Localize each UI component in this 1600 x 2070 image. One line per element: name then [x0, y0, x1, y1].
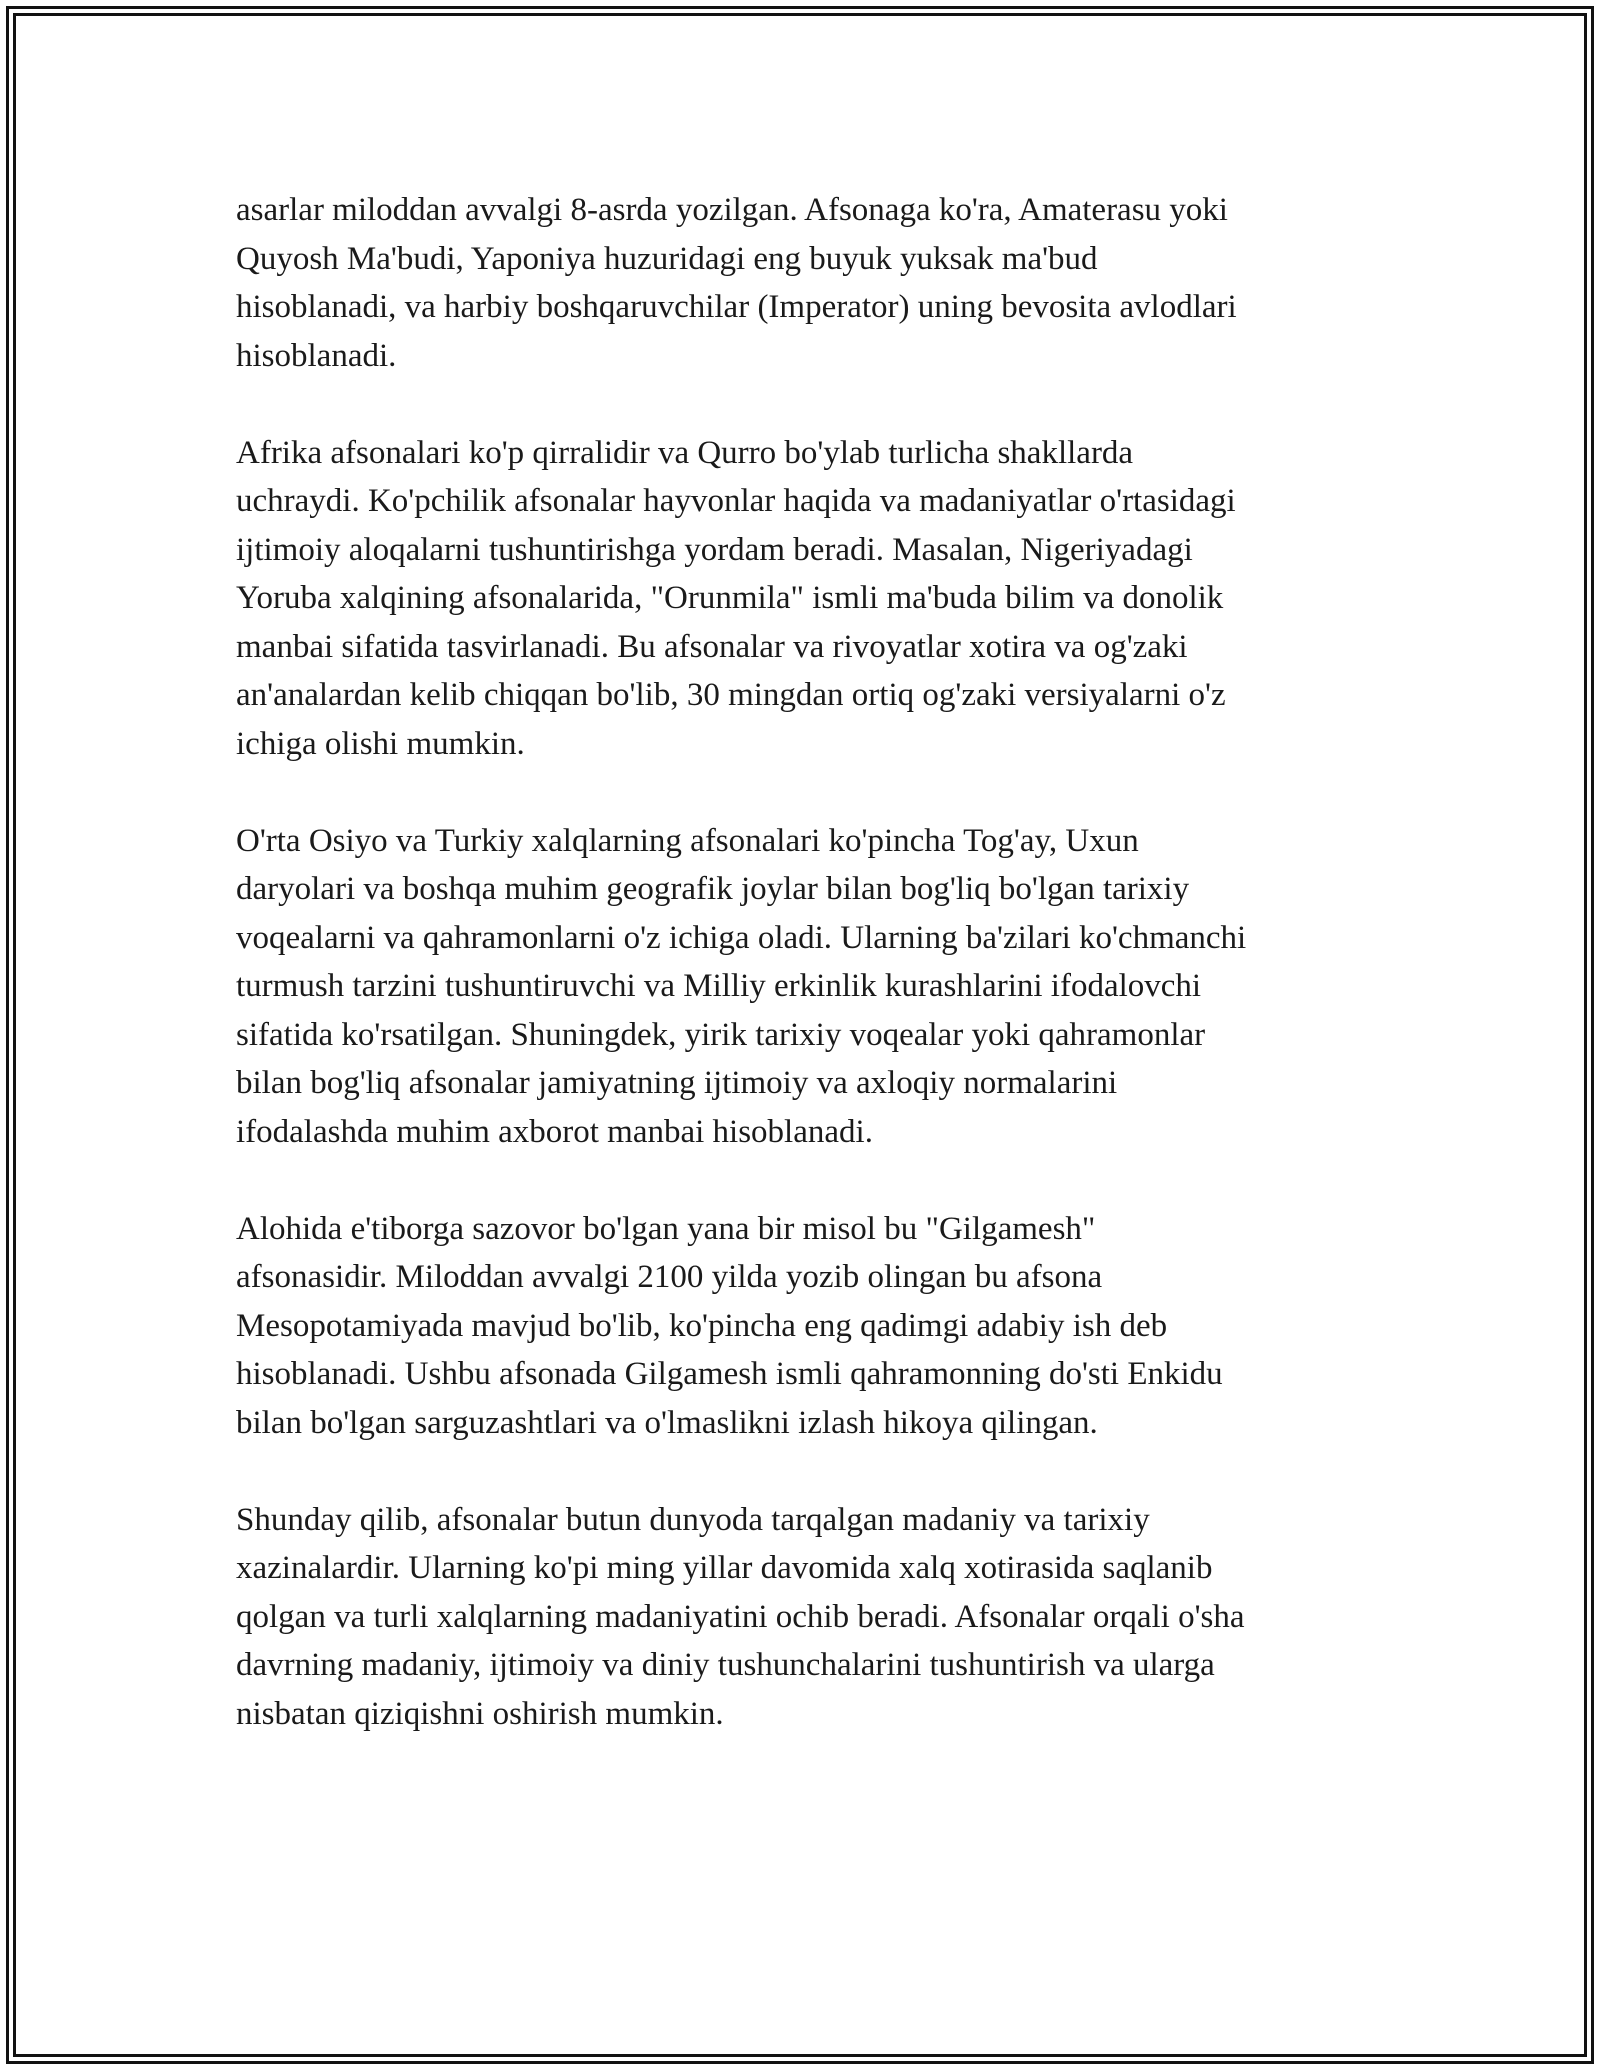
text-line: O'rta Osiyo va Turkiy xalqlarning afsonalari ko'pincha Tog'ay, Uxun [236, 822, 1139, 859]
text-line: xazinalardir. Ularning ko'pi ming yillar davomida xalq xotirasida saqlanib [236, 1550, 1213, 1586]
text-line: ifodalashda muhim axborot manbai hisoblanadi. [236, 1113, 873, 1150]
text-line: qolgan va turli xalqlarning madaniyatini ochib beradi. Afsonalar orqali o'sha [236, 1598, 1245, 1635]
text-line: voqealarni va qahramonlarni o'z ichiga oladi. Ularning ba'zilari ko'chmanchi [236, 919, 1247, 956]
paragraph-gilgamesh [236, 1205, 1376, 1448]
text-line: manbai sifatida tasvirlanadi. Bu afsonalar va rivoyatlar xotira va og'zaki [236, 628, 1188, 665]
text-line: hisoblanadi. Ushbu afsonada Gilgamesh ismli qahramonning do'sti Enkidu [236, 1356, 1223, 1392]
text-line: hisoblanadi, va harbiy boshqaruvchilar (Imperator) uning bevosita avlodlari [236, 289, 1237, 325]
text-line: uchraydi. Ko'pchilik afsonalar hayvonlar haqida va madaniyatlar o'rtasidagi [236, 483, 1236, 519]
text-line: Shunday qilib, afsonalar butun dunyoda tarqalgan madaniy va tarixiy [236, 1501, 1150, 1538]
document-body [236, 186, 1376, 1787]
paragraph-central-asian-myths [236, 817, 1376, 1157]
text-line: daryolari va boshqa muhim geografik joylar bilan bog'liq bo'lgan tarixiy [236, 871, 1190, 907]
paragraph-african-myths [236, 429, 1376, 769]
text-line: Mesopotamiyada mavjud bo'lib, ko'pincha eng qadimgi adabiy ish deb [236, 1307, 1168, 1344]
text-line: turmush tarzini tushuntiruvchi va Milliy erkinlik kurashlarini ifodalovchi [236, 968, 1202, 1004]
text-line: ichiga olishi mumkin. [236, 725, 525, 762]
text-line: Quyosh Ma'budi, Yaponiya huzuridagi eng buyuk yuksak ma'bud [236, 240, 1098, 277]
text-line: Alohida e'tiborga sazovor bo'lgan yana bir misol bu "Gilgamesh" [236, 1210, 1096, 1247]
text-line: bilan bog'liq afsonalar jamiyatning ijtimoiy va axloqiy normalarini [236, 1065, 1118, 1101]
text-line: an'analardan kelib chiqqan bo'lib, 30 mingdan ortiq og'zaki versiyalarni o'z [236, 677, 1226, 713]
paragraph-conclusion [236, 1496, 1376, 1739]
text-line: asarlar miloddan avvalgi 8-asrda yozilgan. Afsonaga ko'ra, Amaterasu yoki [236, 192, 1228, 228]
text-line: davrning madaniy, ijtimoiy va diniy tushunchalarini tushuntirish va ularga [236, 1647, 1215, 1683]
text-line: Afrika afsonalari ko'p qirralidir va Qurro bo'ylab turlicha shakllarda [236, 434, 1134, 471]
text-line: nisbatan qiziqishni oshirish mumkin. [236, 1695, 724, 1732]
text-line: sifatida ko'rsatilgan. Shuningdek, yirik tarixiy voqealar yoki qahramonlar [236, 1016, 1206, 1053]
paragraph-japan-myths [236, 186, 1376, 380]
text-line: ijtimoiy aloqalarni tushuntirishga yordam beradi. Masalan, Nigeriyadagi [236, 531, 1193, 568]
text-line: afsonasidir. Miloddan avvalgi 2100 yilda yozib olingan bu afsona [236, 1259, 1103, 1295]
text-line: Yoruba xalqining afsonalarida, "Orunmila" ismli ma'buda bilim va donolik [236, 580, 1224, 616]
text-line: bilan bo'lgan sarguzashtlari va o'lmaslikni izlash hikoya qilingan. [236, 1404, 1098, 1441]
text-line: hisoblanadi. [236, 337, 397, 374]
